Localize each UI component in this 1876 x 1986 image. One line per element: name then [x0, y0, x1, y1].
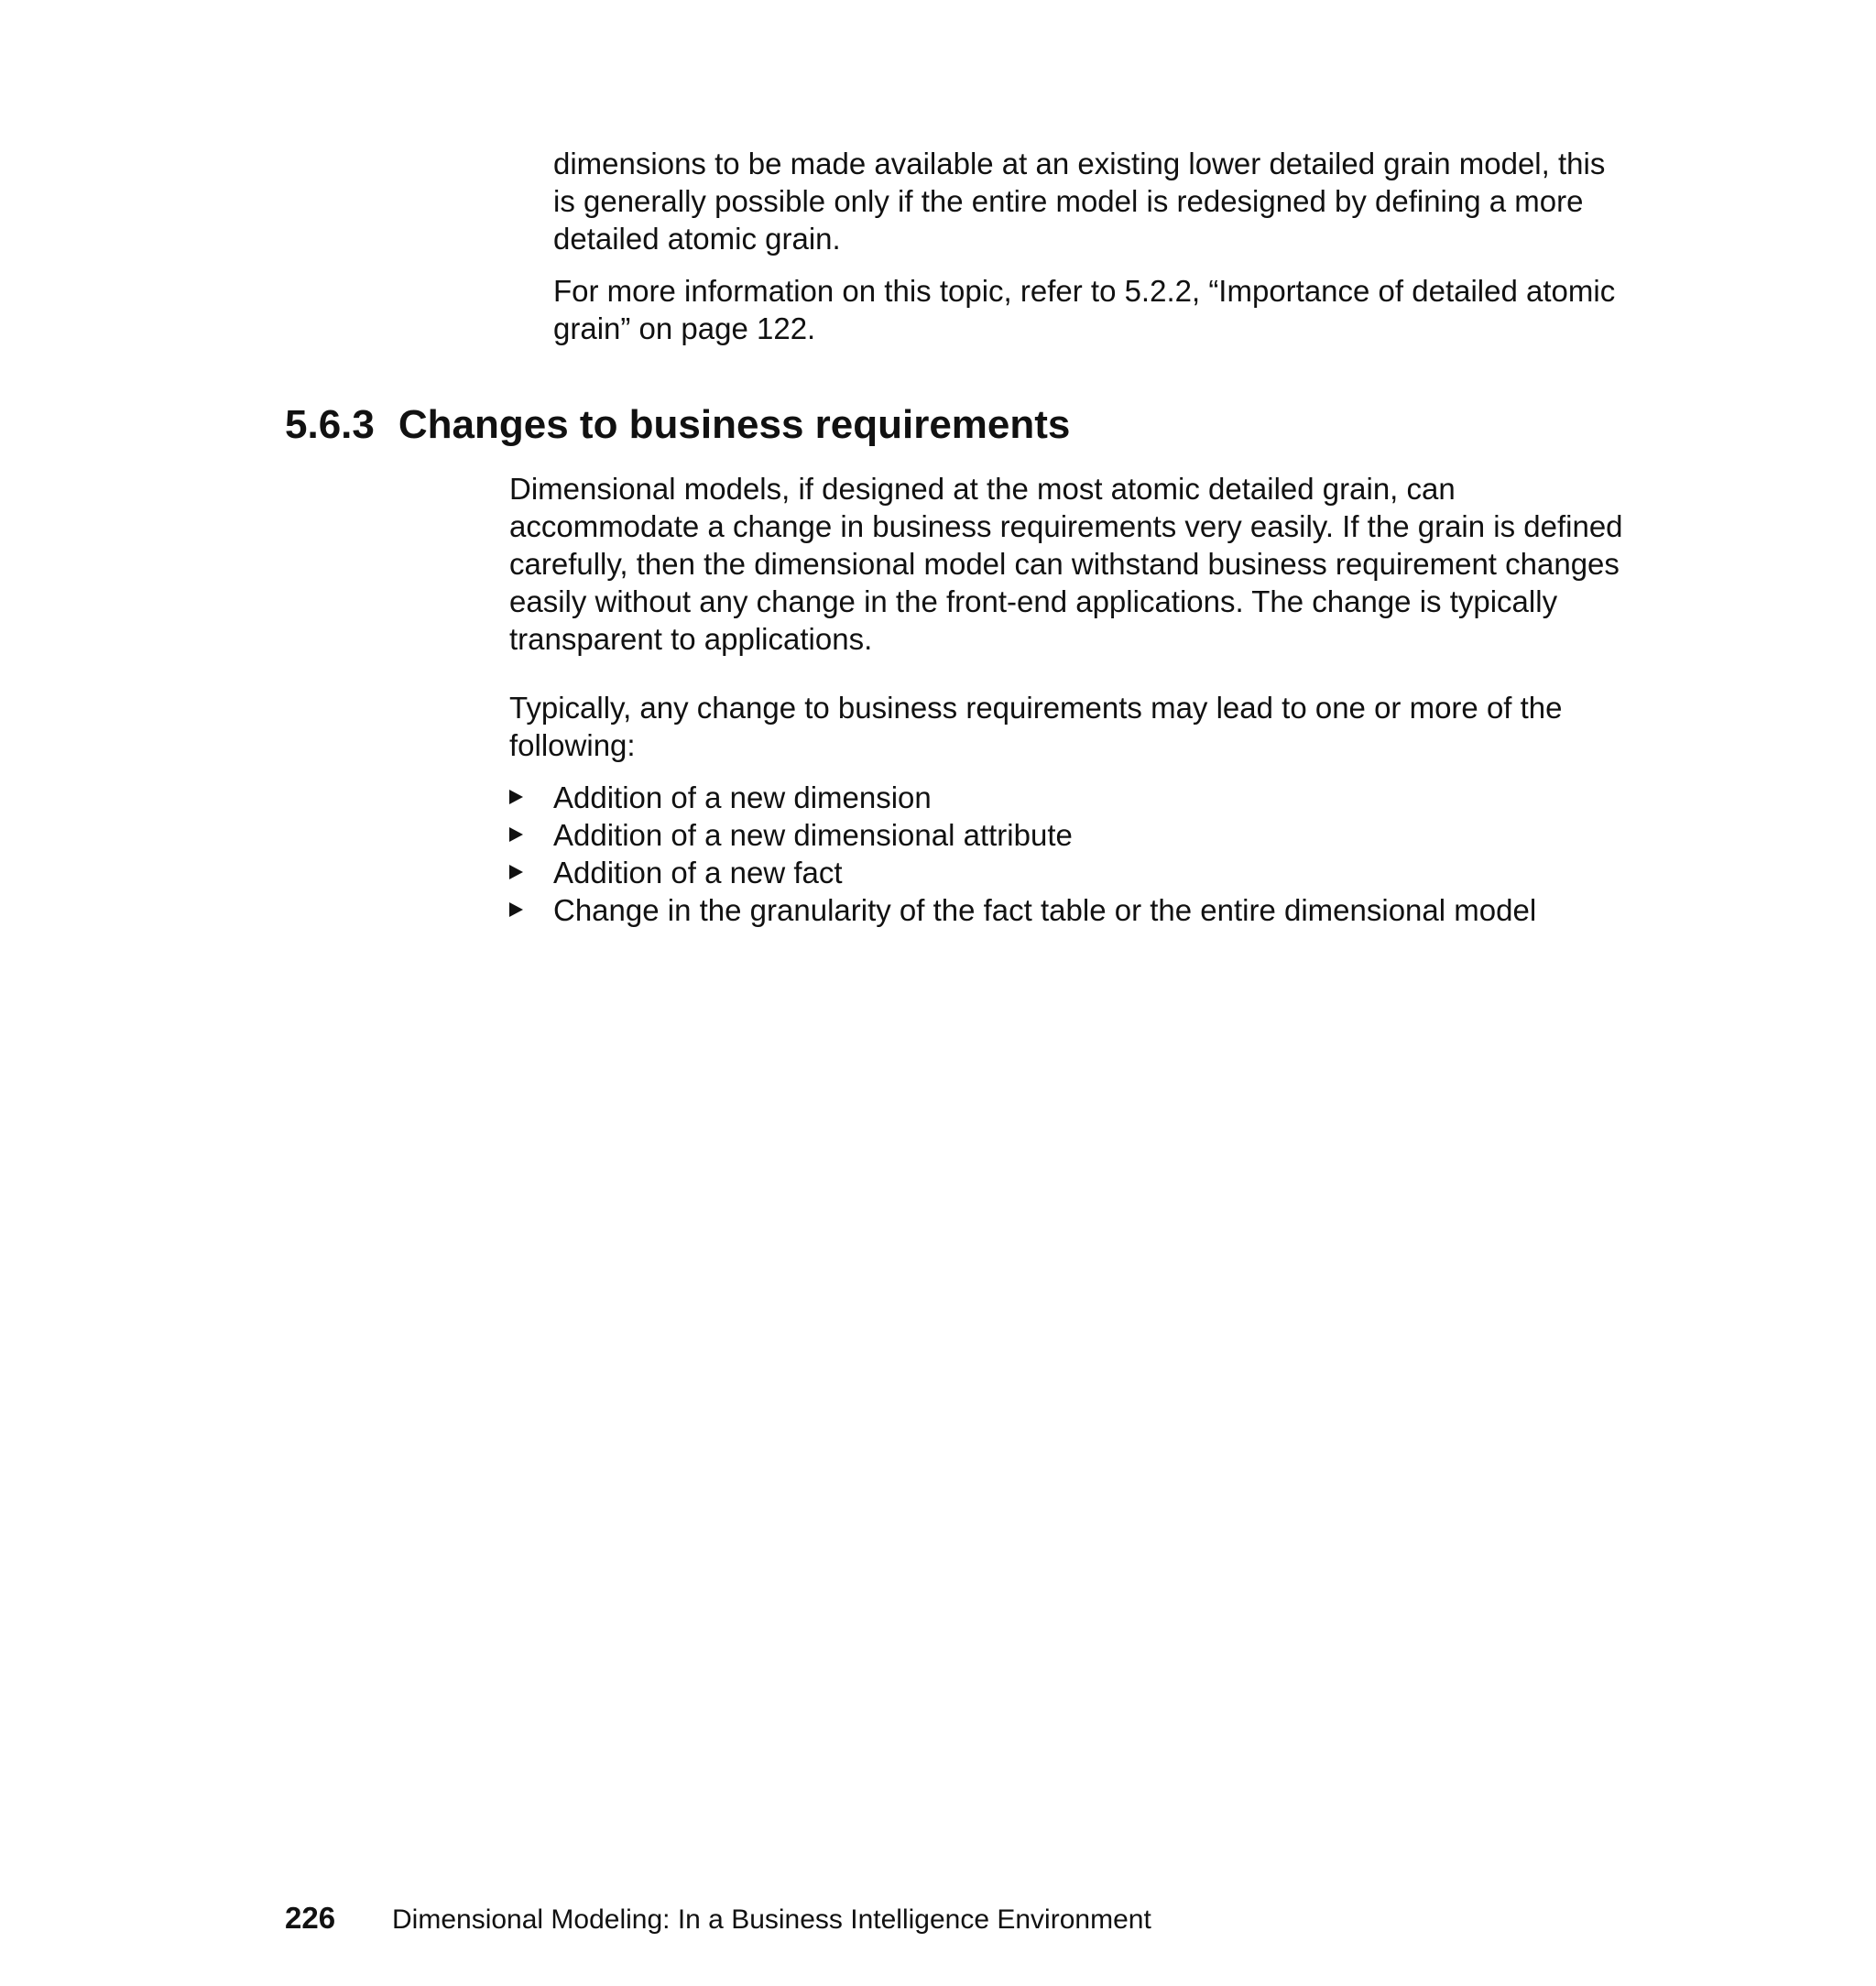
triangle-right-bullet-icon [509, 827, 523, 842]
bullet-item [509, 816, 1645, 854]
section-number: 5.6.3 [285, 402, 375, 447]
continued-paragraph-1: dimensions to be made available at an existing lower detailed grain model, this is generally possible only if the entire model is redesigned by defining a more detailed atomic grain. [553, 147, 1606, 256]
bullet-text: Change in the granularity of the fact table or the entire dimensional model [553, 893, 1537, 927]
section-heading [285, 400, 1070, 450]
book-title: Dimensional Modeling: In a Business Intelligence Environment [392, 1904, 1151, 1935]
page-number: 226 [285, 1901, 336, 1935]
triangle-right-bullet-icon [509, 902, 523, 917]
section-paragraph-2: Typically, any change to business requirements may lead to one or more of the following: [509, 691, 1563, 762]
page-footer [285, 1901, 1151, 1936]
bullet-text: Addition of a new fact [553, 856, 843, 889]
triangle-right-bullet-icon [509, 865, 523, 879]
bullet-item [509, 779, 1645, 816]
continued-paragraph-2: For more information on this topic, refer to 5.2.2, “Importance of detailed atomic grain” on page 122. [553, 274, 1616, 345]
bullet-item [509, 854, 1645, 891]
continued-text-block [553, 145, 1634, 347]
section-paragraph-1: Dimensional models, if designed at the most atomic detailed grain, can accommodate a change in business requirements very easily. If the grain is defined carefully, then the dimensional model can withstand business requirement changes easily without any change in the front-end applications. The change is typically transparent to applications. [509, 472, 1623, 656]
bullet-item [509, 891, 1645, 929]
bullet-text: Addition of a new dimension [553, 780, 932, 814]
bullet-text: Addition of a new dimensional attribute [553, 818, 1073, 852]
section-body [509, 470, 1645, 929]
bullet-list [509, 779, 1645, 929]
triangle-right-bullet-icon [509, 790, 523, 804]
section-title: Changes to business requirements [398, 402, 1071, 447]
